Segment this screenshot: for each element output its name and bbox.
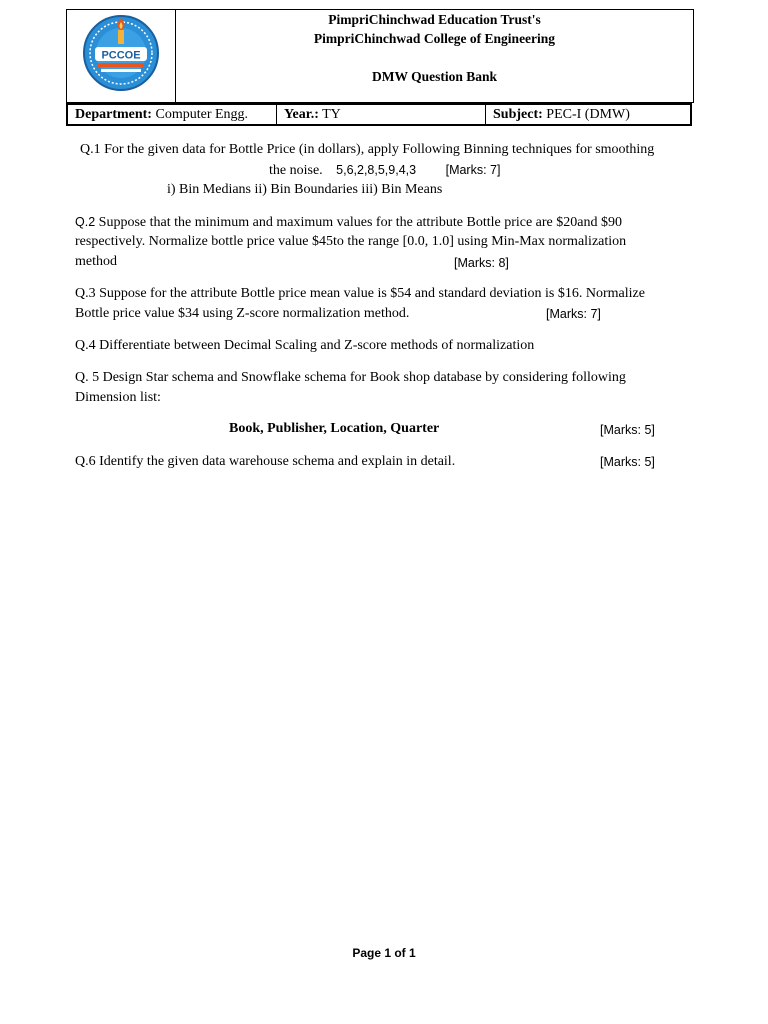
page-number: Page 1 of 1: [352, 946, 416, 960]
question-2-number: Q.2: [75, 215, 96, 229]
department-value: Computer Engg.: [155, 107, 249, 122]
question-6-line-1: Q.6 Identify the given data warehouse schema and explain in detail.: [75, 454, 456, 469]
question-2-line-1: [75, 212, 622, 233]
question-4-line-1: Q.4 Differentiate between Decimal Scaling and Z-score methods of normalization: [75, 338, 535, 353]
question-2-line-2: respectively. Normalize bottle price value $45to the range [0.0, 1.0] using Min-Max normalization: [75, 234, 627, 249]
question-1-data: 5,6,2,8,5,9,4,3: [336, 163, 417, 177]
question-6-marks-wrap: [600, 452, 655, 473]
question-5-line-1: Q. 5 Design Star schema and Snowflake schema for Book shop database by considering following: [75, 370, 626, 385]
question-3-line-1: Q.3 Suppose for the attribute Bottle price mean value is $54 and standard deviation is $16. Normalize: [75, 286, 645, 301]
department-cell: [68, 105, 277, 124]
logo-cell: [67, 10, 176, 102]
question-2-marks-wrap: [454, 253, 509, 274]
subject-label: Subject:: [493, 107, 543, 122]
question-5-line-2: Dimension list:: [75, 390, 161, 405]
institution-block: [176, 10, 693, 102]
year-label: Year.:: [284, 107, 319, 122]
year-cell: [277, 105, 486, 124]
subject-value: PEC-I (DMW): [546, 107, 630, 122]
document-title: DMW Question Bank: [371, 69, 498, 84]
question-3-marks-wrap: [546, 304, 601, 325]
header-info-row: [66, 103, 692, 126]
question-1-options: i) Bin Medians ii) Bin Boundaries iii) Bin Means: [167, 182, 443, 197]
question-6-marks: [Marks: 5]: [600, 455, 655, 469]
document-header: [66, 9, 694, 128]
question-5-dimensions: Book, Publisher, Location, Quarter: [229, 421, 440, 436]
question-3-marks: [Marks: 7]: [546, 307, 601, 321]
question-1-line-2: [269, 160, 500, 181]
year-value: TY: [322, 107, 341, 122]
trust-name: PimpriChinchwad Education Trust's: [328, 12, 541, 27]
question-1-noise-text: the noise.: [269, 163, 323, 178]
question-1-marks: [Marks: 7]: [445, 163, 501, 177]
question-1-line-1: Q.1 For the given data for Bottle Price (in dollars), apply Following Binning techniques for smoothing: [80, 142, 655, 157]
college-name: PimpriChinchwad College of Engineering: [313, 31, 556, 46]
question-2-text: Suppose that the minimum and maximum values for the attribute Bottle price are $20and $90: [98, 215, 622, 230]
header-top-row: [66, 9, 694, 103]
question-2-marks: [Marks: 8]: [454, 256, 509, 270]
question-5-marks-wrap: [600, 420, 655, 441]
question-3-line-2: Bottle price value $34 using Z-score normalization method.: [75, 306, 410, 321]
logo-text: PCCOE: [101, 49, 141, 62]
question-2-line-3: method: [75, 254, 117, 269]
question-5-marks: [Marks: 5]: [600, 423, 655, 437]
college-logo: [67, 10, 175, 102]
subject-cell: [486, 105, 690, 124]
department-label: Department:: [75, 107, 152, 122]
